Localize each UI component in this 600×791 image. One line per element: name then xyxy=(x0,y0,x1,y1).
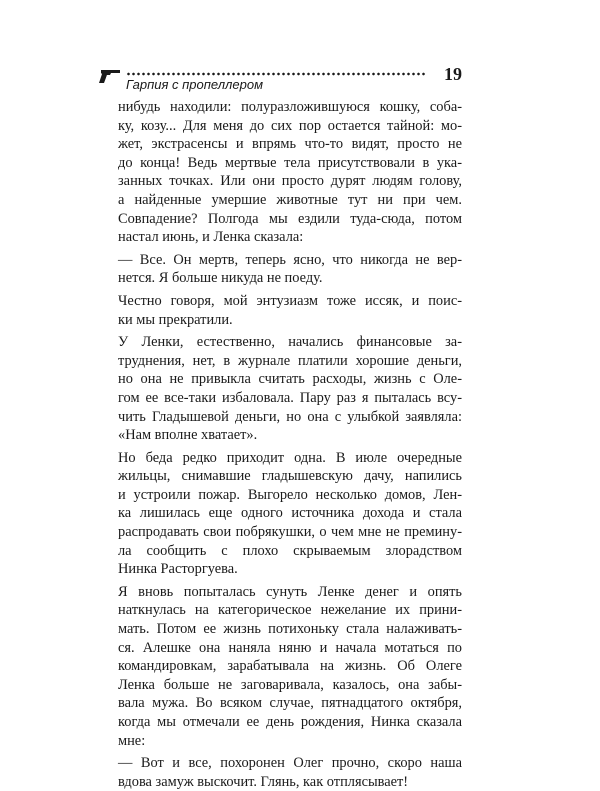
text-line: ку, козу... Для меня до сих пор остается тайной: мо- xyxy=(118,117,462,134)
text-line: жет, экстрасенсы и впрямь что-то видят, просто не xyxy=(118,136,462,153)
text-line: до конца! Ведь мертвые тела присутствовали в ука- xyxy=(118,154,462,171)
paragraph xyxy=(118,333,462,445)
text-line: Честно говоря, мой энтузиазм тоже иссяк, и поис- xyxy=(118,292,462,309)
text-line: нибудь находили: полуразложившуюся кошку, соба- xyxy=(118,99,462,115)
text-line: командировкам, зарабатывала на жизнь. Об Олеге xyxy=(118,658,462,675)
text-line: распродавать свои побрякушки, о чем мне не премину- xyxy=(118,524,462,541)
text-line: но она не привыкла считать расходы, жизнь с Оле- xyxy=(118,371,462,388)
text-line: «Нам вполне хватает». xyxy=(118,427,258,444)
book-title: Гарпия с пропеллером xyxy=(126,77,263,92)
paragraph xyxy=(118,754,462,791)
text-line: Совпадение? Полгода мы ездили туда-сюда, потом xyxy=(118,210,462,227)
text-line: когда мы отмечали ее день рождения, Нинка сказала xyxy=(118,714,462,730)
text-line: ка лишилась еще одного источника дохода и стала xyxy=(118,505,462,522)
text-line: — Все. Он мертв, теперь ясно, что никогда не вер- xyxy=(118,251,462,268)
text-line: чить Гладышевой деньги, но она с улыбкой заявляла: xyxy=(118,408,462,425)
text-line: У Ленки, естественно, начались финансовые за- xyxy=(118,334,462,351)
text-line: ся. Алешке она наняла няню и начала мотаться по xyxy=(118,639,462,656)
paragraph xyxy=(118,449,462,579)
text-line: жильцы, снимавшие гладышевскую дачу, напились xyxy=(118,468,462,485)
text-line: ла сообщить с плохо скрываемым злорадством xyxy=(118,542,462,559)
text-line: нется. Я больше никуда не поеду. xyxy=(118,270,323,287)
revolver-icon xyxy=(98,68,126,84)
text-line: наткнулась на категорическое нежелание их прини- xyxy=(118,602,462,619)
paragraph xyxy=(118,292,462,329)
text-line: — Вот и все, похоронен Олег прочно, скоро наша xyxy=(118,755,462,772)
text-line: Я вновь попыталась сунуть Ленке денег и опять xyxy=(118,583,462,600)
text-line: труднения, нет, в журнале платили хорошие деньги, xyxy=(118,352,462,369)
text-line: настал июнь, и Ленка сказала: xyxy=(118,229,304,246)
paragraph xyxy=(118,583,462,750)
text-line: ки мы прекратили. xyxy=(118,311,233,328)
paragraph xyxy=(118,98,462,247)
text-line: мне: xyxy=(118,732,146,749)
text-line: вдова замуж выскочит. Глянь, как отплясывает! xyxy=(118,773,409,790)
text-line: Но беда редко приходит одна. В июле очередные xyxy=(118,449,462,466)
page-body xyxy=(118,98,462,791)
text-line: Ленка больше не заговаривала, казалось, она забы- xyxy=(118,676,462,693)
text-line: а найденные умершие животные тут ни при чем. xyxy=(118,191,462,208)
page-number: 19 xyxy=(444,64,462,84)
text-line: гом ее все-таки избаловала. Пару раз я пыталась всу- xyxy=(118,389,462,406)
text-line: занных точках. Или они просто дурят людям голову, xyxy=(118,173,462,190)
text-line: Нинка Расторгуева. xyxy=(118,561,238,578)
text-line: вала мужа. Во всяком случае, пятнадцатого октября, xyxy=(118,695,462,712)
text-line: и устроили пожар. Выгорело несколько домов, Лен- xyxy=(118,486,462,503)
text-line: мать. Потом ее жизнь потихоньку стала налаживать- xyxy=(118,621,462,638)
paragraph xyxy=(118,251,462,288)
